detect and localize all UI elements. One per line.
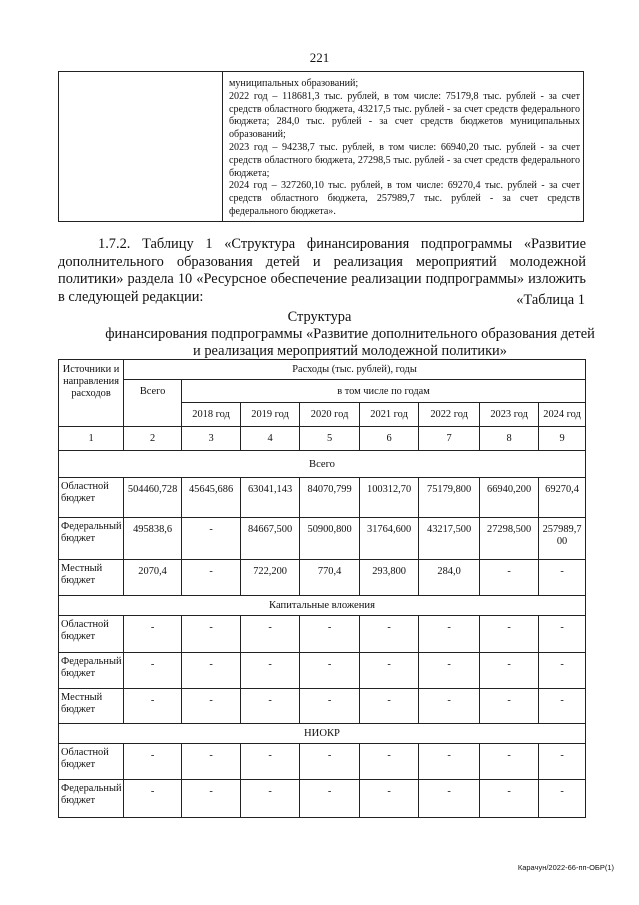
page-number: 221 [309,50,330,65]
row-value: 69270,4 [539,478,586,518]
row-value: - [182,689,241,724]
row-value: - [300,744,360,780]
row-value: 257989,700 [539,518,586,560]
header-year: 2024 год [539,403,586,427]
row-value: - [480,744,539,780]
row-value: 75179,800 [419,478,480,518]
row-value: - [480,560,539,596]
row-value: - [539,744,586,780]
row-value: - [419,780,480,818]
funding-line: муниципальных образований; [229,78,359,89]
row-value: - [241,653,300,689]
continued-table [58,71,584,222]
section-title: Всего [59,451,586,478]
table-row [59,780,586,818]
row-source: Местный бюджет [59,689,124,724]
funding-line: 2024 год – 327260,10 тыс. рублей, в том числе: 69270,4 тыс. рублей - за счет средств областного бюджета, 257989,7 тыс. рублей - за счет средств федерального бюджета». [229,180,580,217]
row-value: - [360,616,419,653]
column-number: 8 [480,427,539,451]
row-value: - [182,560,241,596]
row-value: 293,800 [360,560,419,596]
row-value: - [300,780,360,818]
column-number: 7 [419,427,480,451]
amendment-paragraph: 1.7.2. Таблицу 1 «Структура финансирования подпрограммы «Развитие дополнительного образования детей и реализация мероприятий молодежной политики» раздела 10 «Ресурсное обеспечение реализации подпрограммы» изложить в следующей редакции: [58,236,586,305]
table-label: «Таблица 1 [516,292,585,308]
table-row [59,653,586,689]
row-value: - [182,780,241,818]
row-source: Местный бюджет [59,560,124,596]
row-value: - [182,653,241,689]
row-value: 495838,6 [124,518,182,560]
row-value: 84667,500 [241,518,300,560]
row-value: 43217,500 [419,518,480,560]
row-value: - [124,780,182,818]
table-row [59,744,586,780]
row-value: - [539,616,586,653]
row-value: 284,0 [419,560,480,596]
row-value: 504460,728 [124,478,182,518]
header-source: Источники и направления расходов [59,360,124,427]
row-value: - [182,744,241,780]
column-number: 1 [59,427,124,451]
row-source: Федеральный бюджет [59,780,124,818]
column-number: 4 [241,427,300,451]
header-year: 2023 год [480,403,539,427]
row-value: - [241,744,300,780]
row-value: 27298,500 [480,518,539,560]
row-value: 84070,799 [300,478,360,518]
row-value: - [124,616,182,653]
header-year: 2020 год [300,403,360,427]
row-value: - [539,560,586,596]
row-value: 31764,600 [360,518,419,560]
row-value: - [182,616,241,653]
row-value: - [241,689,300,724]
row-value: - [539,653,586,689]
row-value: 63041,143 [241,478,300,518]
row-value: - [480,653,539,689]
row-value: - [124,689,182,724]
row-value: - [300,653,360,689]
row-value: 770,4 [300,560,360,596]
row-value: - [241,616,300,653]
row-value: 50900,800 [300,518,360,560]
row-value: - [360,689,419,724]
header-including: в том числе по годам [182,380,586,403]
column-number: 9 [539,427,586,451]
table-row [59,689,586,724]
row-value: - [300,616,360,653]
row-value: 100312,70 [360,478,419,518]
column-number: 3 [182,427,241,451]
row-source: Областной бюджет [59,616,124,653]
row-value: - [241,780,300,818]
continued-table-right-cell [223,72,584,222]
table-row [59,518,586,560]
row-value: 722,200 [241,560,300,596]
section-title: Капитальные вложения [59,596,586,616]
row-source: Федеральный бюджет [59,653,124,689]
row-value: - [419,616,480,653]
row-value: - [480,689,539,724]
row-value: - [419,744,480,780]
row-value: - [419,689,480,724]
structure-subtitle: финансирования подпрограммы «Развитие дополнительного образования детей и реализация мероприятий молодежной политики» [105,326,595,359]
column-number: 5 [300,427,360,451]
row-source: Областной бюджет [59,744,124,780]
row-value: - [539,780,586,818]
row-value: - [360,653,419,689]
header-year: 2019 год [241,403,300,427]
header-total: Всего [124,380,182,427]
column-number: 2 [124,427,182,451]
table-row [59,478,586,518]
section-title: НИОКР [59,724,586,744]
row-value: - [300,689,360,724]
row-value: - [182,518,241,560]
funding-line: 2023 год – 94238,7 тыс. рублей, в том числе: 66940,20 тыс. рублей - за счет средств областного бюджета, 27298,5 тыс. рублей - за счет средств федерального бюджета; [229,141,580,179]
column-number: 6 [360,427,419,451]
row-value: - [480,780,539,818]
row-value: - [419,653,480,689]
funding-line: 2022 год – 118681,3 тыс. рублей, в том числе: 75179,8 тыс. рублей - за счет средств областного бюджета, 43217,5 тыс. рублей - за счет средств федерального бюджета; 284,0 тыс. рублей - за счет средств бюджетов муниципальных образований; [229,90,580,141]
row-value: - [360,744,419,780]
header-year: 2018 год [182,403,241,427]
table-row [59,560,586,596]
document-footer: Карачун/2022-66-пп-ОБР(1) [517,863,614,872]
row-value: 45645,686 [182,478,241,518]
header-year: 2022 год [419,403,480,427]
row-value: 66940,200 [480,478,539,518]
row-value: - [360,780,419,818]
row-value: - [124,744,182,780]
row-value: - [539,689,586,724]
continued-table-left-cell [59,72,223,222]
header-expenses: Расходы (тыс. рублей), годы [124,360,586,380]
row-value: - [124,653,182,689]
header-year: 2021 год [360,403,419,427]
row-source: Областной бюджет [59,478,124,518]
structure-title: Структура [287,309,352,325]
financing-table [58,359,586,818]
row-value: 2070,4 [124,560,182,596]
table-row [59,616,586,653]
row-value: - [480,616,539,653]
row-source: Федеральный бюджет [59,518,124,560]
